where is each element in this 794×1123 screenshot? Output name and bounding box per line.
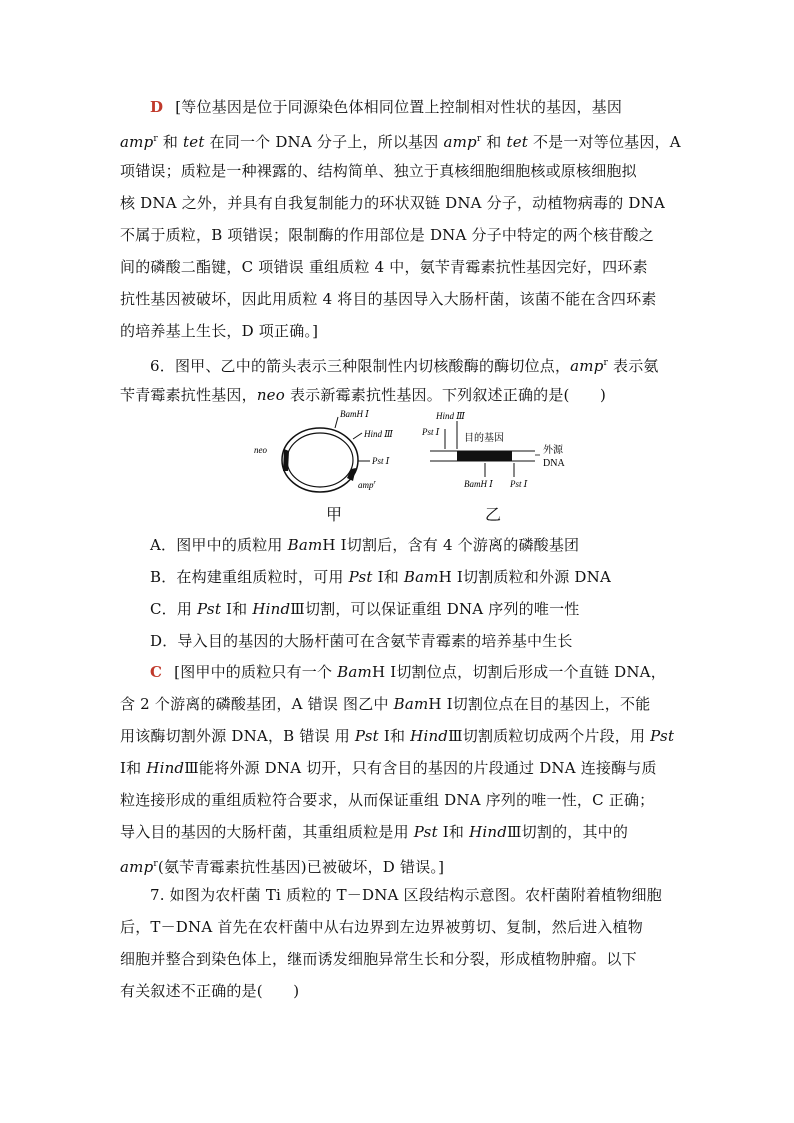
question6-line1: 6．图甲、乙中的箭头表示三种限制性内切核酸酶的酶切位点，amp$^r$ 表示氨 <box>150 357 659 375</box>
yi-hind-label: Hind Ⅲ <box>436 411 465 421</box>
yi-target-gene-label: 目的基因 <box>464 433 504 444</box>
answer5-line6: 间的磷酸二酯键，C 项错误 重组质粒 4 中，氨苄青霉素抗性基因完好，四环素 <box>120 258 648 276</box>
option-a: A．图甲中的质粒用 BamH Ⅰ切割后，含有 4 个游离的磷酸基团 <box>150 536 580 554</box>
figure-plasmids <box>250 405 580 525</box>
answer5-line8: 的培养基上生长，D 项正确。] <box>120 322 319 340</box>
question7-line2: 后，T－DNA 首先在农杆菌中从右边界到左边界被剪切、复制，然后进入植物 <box>120 918 643 936</box>
jia-pst-label: Pst Ⅰ <box>372 456 390 466</box>
answer5-line1: D [等位基因是位于同源染色体相同位置上控制相对性状的基因，基因 <box>150 98 623 116</box>
figure-caption-jia: 甲 <box>326 505 343 524</box>
answer6-line5: 粒连接形成的重组质粒符合要求，从而保证重组 DNA 序列的唯一性，C 正确； <box>120 791 655 809</box>
dna-yi <box>421 411 565 489</box>
answer5-line7: 抗性基因被破坏，因此用质粒 4 将目的基因导入大肠杆菌，该菌不能在含四环素 <box>120 290 657 308</box>
jia-bamh-label: BamH Ⅰ <box>340 409 369 419</box>
plasmid-jia <box>254 409 393 492</box>
neo-gene-block <box>283 449 289 471</box>
question6-line2: 苄青霉素抗性基因，neo 表示新霉素抗性基因。下列叙述正确的是( ) <box>120 386 607 404</box>
answer5-line3: 项错误；质粒是一种裸露的、结构简单、独立于真核细胞细胞核或原核细胞拟 <box>120 162 637 180</box>
answer5-letter: D <box>150 98 164 116</box>
answer5-line4: 核 DNA 之外，并具有自我复制能力的环状双链 DNA 分子，动植物病毒的 DNA <box>120 194 665 212</box>
answer6-line3: 用该酶切割外源 DNA，B 错误 用 Pst Ⅰ和 HindⅢ切割质粒切成两个片段，用 Pst <box>120 727 675 745</box>
answer6-line6: 导入目的基因的大肠杆菌，其重组质粒是用 Pst Ⅰ和 HindⅢ切割的，其中的 <box>120 823 629 841</box>
answer5-line5: 不属于质粒，B 项错误；限制酶的作用部位是 DNA 分子中特定的两个核苷酸之 <box>120 226 654 244</box>
answer5-line2: amp$^r$ 和 tet 在同一个 DNA 分子上，所以基因 amp$^r$ 和 tet 不是一对等位基因，A <box>120 133 681 151</box>
question7-line4: 有关叙述不正确的是( ) <box>120 982 300 1000</box>
answer6-line4: Ⅰ和 HindⅢ能将外源 DNA 切开，只有含目的基因的片段通过 DNA 连接酶与质 <box>120 759 657 777</box>
target-gene-block <box>457 451 512 461</box>
question7-line3: 细胞并整合到染色体上，继而诱发细胞异常生长和分裂，形成植物肿瘤。以下 <box>120 950 637 968</box>
yi-foreign-label-1: 外源 <box>543 445 563 456</box>
answer6-line2: 含 2 个游离的磷酸基团，A 错误 图乙中 BamH Ⅰ切割位点在目的基因上，不能 <box>120 695 651 713</box>
answer6-letter: C <box>150 663 163 681</box>
figure-caption-yi: 乙 <box>485 505 502 524</box>
yi-pst-bottom-label: Pst Ⅰ <box>510 479 528 489</box>
answer6-line7: amp$^r$(氨苄青霉素抗性基因)已被破坏，D 错误。] <box>120 858 445 876</box>
option-b: B．在构建重组质粒时，可用 Pst Ⅰ和 BamH Ⅰ切割质粒和外源 DNA <box>150 568 611 586</box>
question7-line1: 7. 如图为农杆菌 Ti 质粒的 T－DNA 区段结构示意图。农杆菌附着植物细胞 <box>150 886 662 904</box>
jia-neo-label: neo <box>254 445 267 455</box>
yi-foreign-label-2: DNA <box>543 458 565 469</box>
jia-hind-label: Hind Ⅲ <box>364 429 393 439</box>
answer6-line1: C [图甲中的质粒只有一个 BamH Ⅰ切割位点，切割后形成一个直链 DNA， <box>150 663 666 681</box>
option-c: C．用 Pst Ⅰ和 HindⅢ切割，可以保证重组 DNA 序列的唯一性 <box>150 600 580 618</box>
yi-bamh-label: BamH Ⅰ <box>464 479 493 489</box>
jia-ampr-label: amp$^r$ <box>358 480 376 490</box>
option-d: D．导入目的基因的大肠杆菌可在含氨苄青霉素的培养基中生长 <box>150 632 573 650</box>
yi-pst-top-label: Pst Ⅰ <box>422 427 440 437</box>
